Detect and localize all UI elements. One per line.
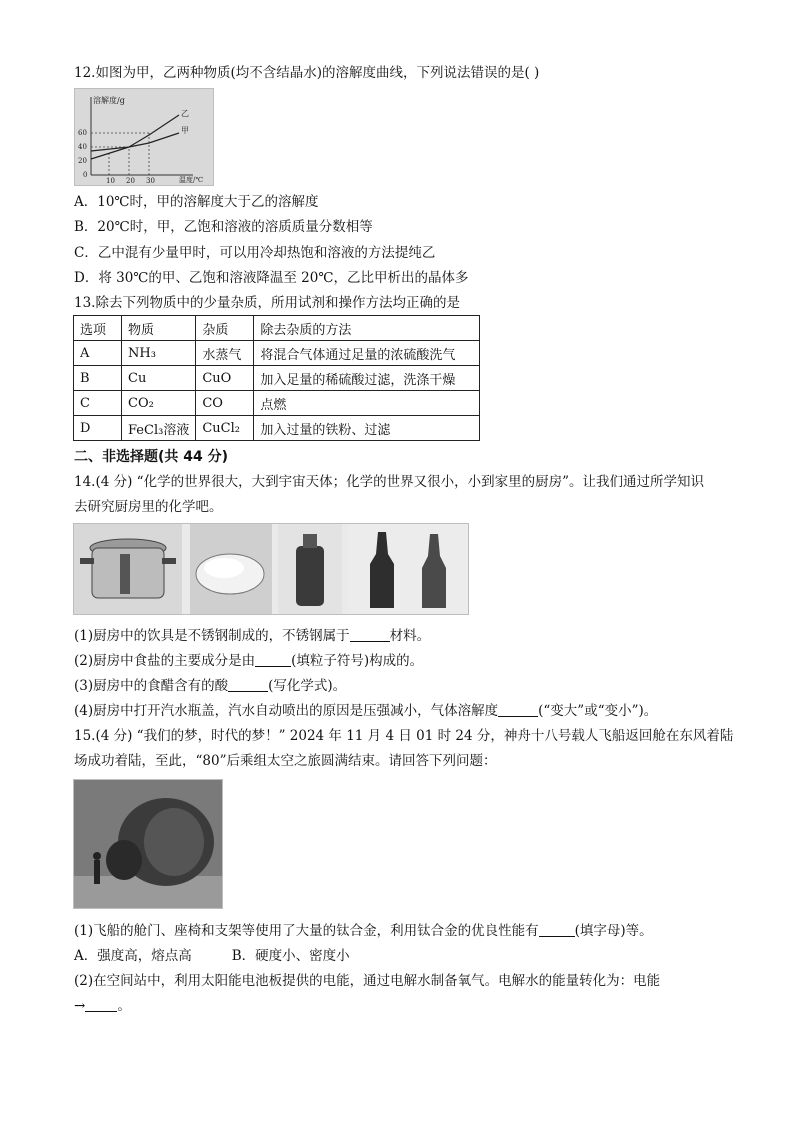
q15-option-b: B．硬度小、密度小 [231,948,350,964]
table-cell: 点燃 [254,391,480,416]
answer-blank[interactable] [498,702,538,717]
q13-stem: 13.除去下列物质中的少量杂质，所用试剂和操作方法均正确的是 [74,295,460,311]
table-header-cell: 选项 [74,316,122,341]
person-figure [94,860,100,884]
table-cell: D [74,416,122,441]
table-cell: Cu [122,366,196,391]
kitchen-photo-svg [74,524,468,614]
section-heading: 二、非选择题(共 44 分) [74,449,229,465]
q12-option-c: C．乙中混有少量甲时，可以用冷却热饱和溶液的方法提纯乙 [74,245,436,261]
q14-part1-text-b: 材料。 [389,628,431,644]
y-tick-60: 60 [78,129,87,137]
y-tick-20: 20 [78,157,87,165]
answer-blank[interactable] [85,997,117,1012]
y-tick-40: 40 [78,143,87,151]
q14-part4-text-a: (4)厨房中打开汽水瓶盖，汽水自动喷出的原因是压强减小，气体溶解度 [74,703,499,719]
q14-stem-line2: 去研究厨房里的化学吧。 [74,499,223,515]
capsule-hatch [144,808,204,876]
q14-part2-text-b: (填粒子符号)构成的。 [291,653,424,669]
label-yi: 乙 [181,109,189,118]
q14-part2-text-a: (2)厨房中食盐的主要成分是由 [74,653,256,669]
table-cell: CuCl₂ [196,416,254,441]
capsule-shadow [106,840,142,880]
bottles-photo-bg [348,524,468,614]
pot-handle-left [80,558,94,564]
q15-part1-text-a: (1)飞船的舱门、座椅和支架等使用了大量的钛合金，利用钛合金的优良性能有 [74,923,539,939]
table-header-cell: 杂质 [196,316,254,341]
table-row [74,366,480,391]
q15-stem-line1: 15.(4 分) “我们的梦，时代的梦！” 2024 年 11 月 4 日 01 时 24 分，神舟十八号载人飞船返回舱在东风着陆 [74,728,734,744]
table-cell: B [74,366,122,391]
x-tick-30: 30 [146,177,155,185]
y-axis-label: 溶解度/g [93,96,125,105]
q14-part4 [74,701,657,721]
tea-bottle [296,546,324,606]
table-row [74,416,480,441]
salt-pile [204,558,244,578]
q12-stem: 12.如图为甲，乙两种物质(均不含结晶水)的溶解度曲线，下列说法错误的是( ) [74,65,540,81]
table-row [74,341,480,366]
q15-option-a: A．强度高，熔点高 [74,948,192,964]
table-cell: 加入足量的稀硫酸过滤，洗涤干燥 [254,366,480,391]
q15-part1-text-b: (填字母)等。 [574,923,653,939]
x-axis-label: 温度/℃ [179,176,204,184]
q15-part1 [74,921,653,941]
tea-bottle-cap [303,534,317,548]
x-tick-10: 10 [106,177,115,185]
pot-handle-right [162,558,176,564]
table-cell: A [74,341,122,366]
q15-part2-line2 [74,996,131,1016]
table-cell: CuO [196,366,254,391]
y-tick-0: 0 [83,171,88,179]
q14-part4-text-b: (“变大”或“变小”)。 [538,703,658,719]
person-head [93,852,101,860]
table-cell: CO₂ [122,391,196,416]
q14-stem-line1: 14.(4 分) “化学的世界很大，大到宇宙天体；化学的世界又很小，小到家里的厨房”。让我们通过所学知识 [74,474,704,490]
q14-part1 [74,626,430,646]
table-cell: CO [196,391,254,416]
capsule-photo-svg [74,780,222,908]
answer-blank[interactable] [350,627,390,642]
q12-option-d: D．将 30℃的甲、乙饱和溶液降温至 20℃，乙比甲析出的晶体多 [74,270,469,286]
q12-option-a: A．10℃时，甲的溶解度大于乙的溶解度 [74,194,319,210]
table-cell: 加入过量的铁粉、过滤 [254,416,480,441]
table-header-cell: 物质 [122,316,196,341]
q15-options [74,946,350,966]
table-cell: NH₃ [122,341,196,366]
table-header-cell: 除去杂质的方法 [254,316,480,341]
q12-option-b: B．20℃时，甲，乙饱和溶液的溶质质量分数相等 [74,219,373,235]
q14-part2 [74,651,423,671]
curve-jia [91,133,179,151]
answer-blank[interactable] [228,677,268,692]
answer-blank[interactable] [255,652,291,667]
answer-blank[interactable] [539,922,575,937]
label-jia: 甲 [181,126,189,135]
table-row [74,391,480,416]
x-tick-20: 20 [126,177,135,185]
q15-part2-line1: (2)在空间站中，利用太阳能电池板提供的电能，通过电解水制备氧气。电解水的能量转化为：电能 [74,973,661,989]
q14-part3-text-b: (写化学式)。 [268,678,347,694]
q14-part1-text-a: (1)厨房中的饮具是不锈钢制成的，不锈钢属于 [74,628,350,644]
q15-stem-line2: 场成功着陆，至此，“80”后乘组太空之旅圆满结束。请回答下列问题： [74,753,497,769]
table-cell: FeCl₃溶液 [122,416,196,441]
impurity-table [73,315,480,441]
capsule-photo [73,779,223,909]
pot-reflection [120,554,130,594]
table-cell: 水蒸气 [196,341,254,366]
q14-part3 [74,676,346,696]
table-cell: 将混合气体通过足量的浓硫酸洗气 [254,341,480,366]
solubility-graph [74,88,214,186]
table-header-row [74,316,480,341]
kitchen-photo-strip [73,523,469,615]
arrow-symbol: → [74,998,86,1014]
table-cell: C [74,391,122,416]
q15-part2-end: 。 [117,998,131,1014]
solubility-graph-svg [75,89,213,185]
q14-part3-text-a: (3)厨房中的食醋含有的酸 [74,678,229,694]
